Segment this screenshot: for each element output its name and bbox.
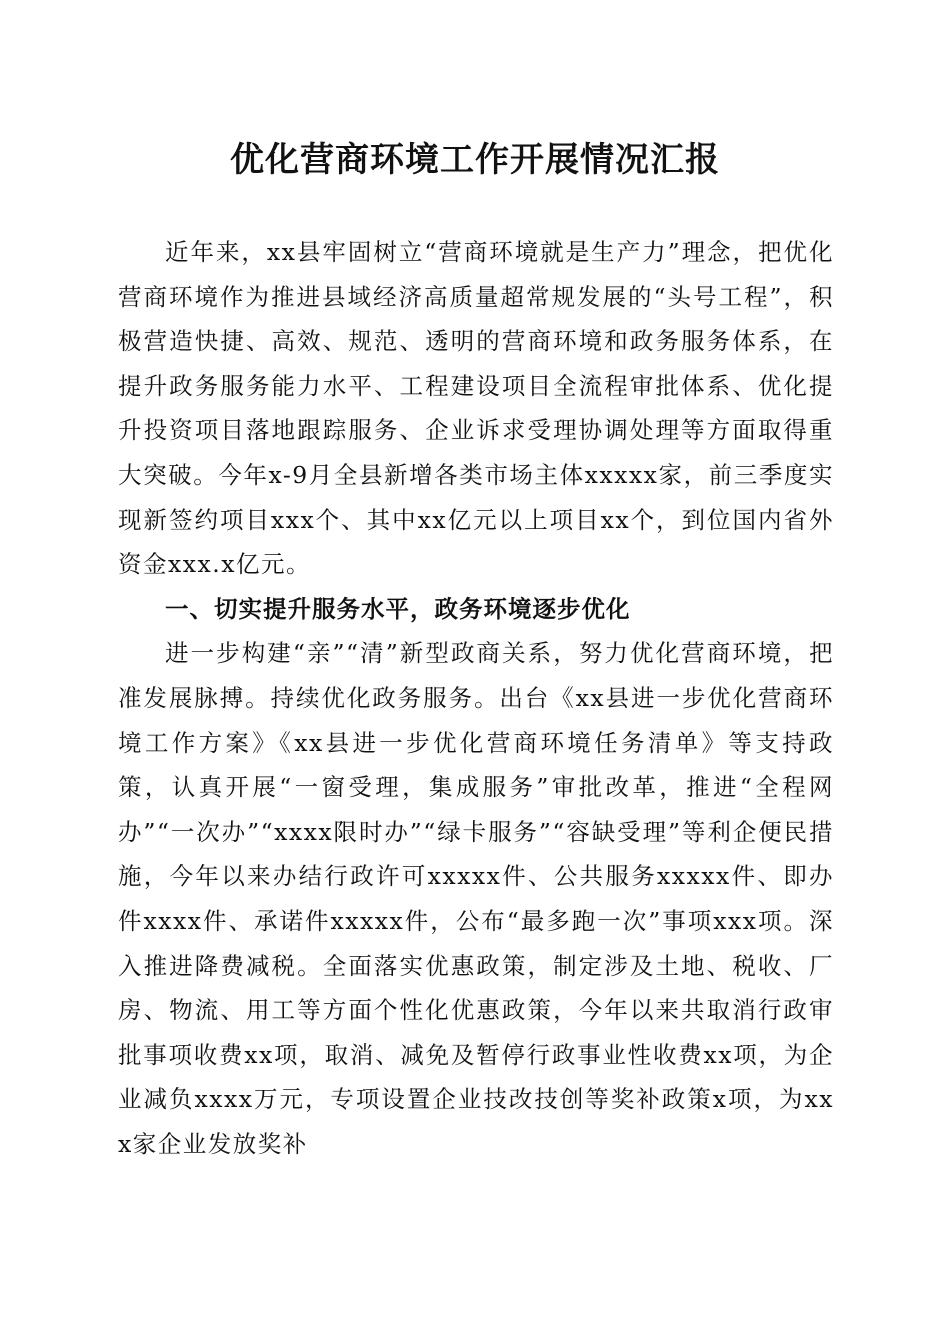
document-body bbox=[118, 230, 834, 1166]
section-heading-1: 一、切实提升服务水平，政务环境逐步优化 bbox=[165, 594, 631, 623]
section-1-paragraph: 进一步构建“亲”“清”新型政商关系，努力优化营商环境，把准发展脉搏。持续优化政务服务。出台《xx县进一步优化营商环境工作方案》《xx县进一步优化营商环境任务清单》等支持政策，认真开展“一窗受理，集成服务”审批改革，推进“全程网办”“一次办”“xxxx限时办”“绿卡服务”“容缺受理”等利企便民措施，今年以来办结行政许可xxxxx件、公共服务xxxxx件、即办件xxxx件、承诺件xxxxx件，公布“最多跑一次”事项xxx项。深入推进降费减税。全面落实优惠政策，制定涉及土地、税收、厂房、物流、用工等方面个性化优惠政策，今年以来共取消行政审批事项收费xx项，取消、减免及暂停行政事业性收费xx项，为企业减负xxxx万元，专项设置企业技改技创等奖补政策x项，为xxx家企业发放奖补 bbox=[118, 639, 834, 1158]
intro-paragraph: 近年来，xx县牢固树立“营商环境就是生产力”理念，把优化营商环境作为推进县域经济高质量超常规发展的“头号工程”，积极营造快捷、高效、规范、透明的营商环境和政务服务体系，在提升政务服务能力水平、工程建设项目全流程审批体系、优化提升投资项目落地跟踪服务、企业诉求受理协调处理等方面取得重大突破。今年x-9月全县新增各类市场主体xxxxx家，前三季度实现新签约项目xxx个、其中xx亿元以上项目xx个，到位国内省外资金xxx.x亿元。 bbox=[118, 238, 834, 579]
document-title: 优化营商环境工作开展情况汇报 bbox=[230, 140, 720, 180]
